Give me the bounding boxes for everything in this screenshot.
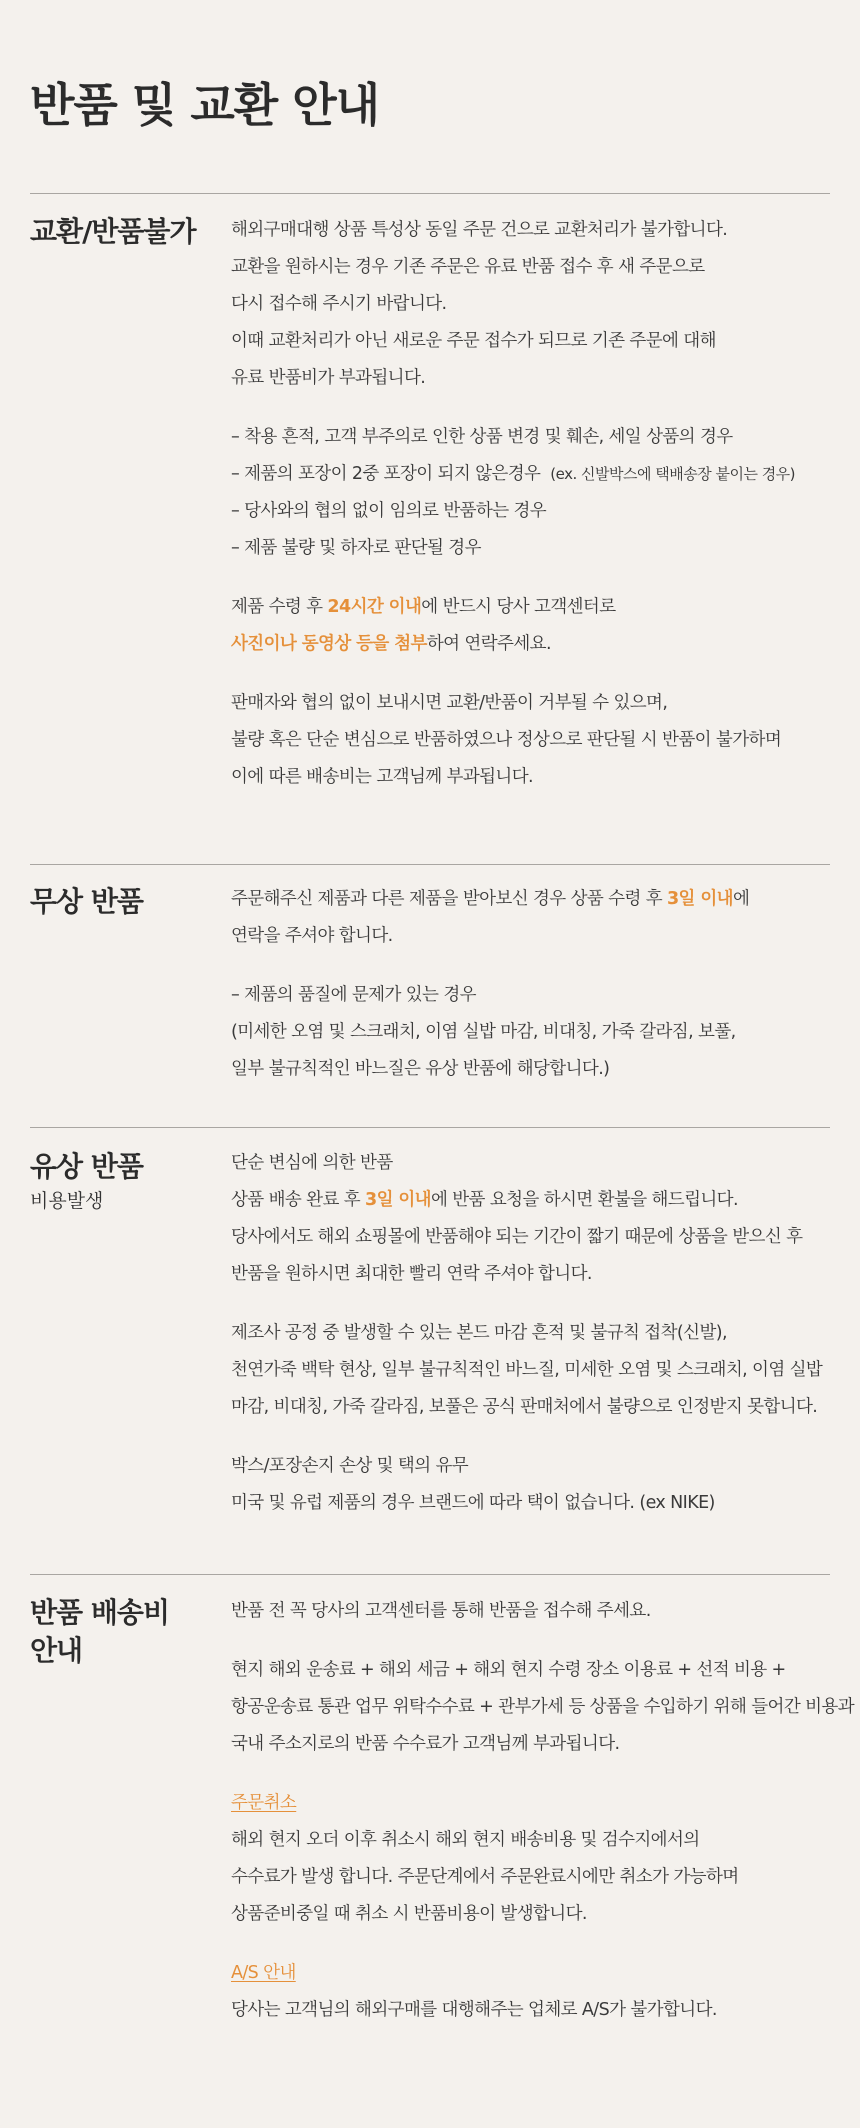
text-line: 항공운송료 통관 업무 위탁수수료 + 관부가세 등 상품을 수입하기 위해 들어간 비용과 xyxy=(231,1697,855,1717)
text-line: 교환을 원하시는 경우 기존 주문은 유료 반품 접수 후 새 주문으로 xyxy=(231,257,705,277)
exchange-policy-paragraph xyxy=(231,212,846,397)
text-line: 당사에서도 해외 쇼핑몰에 반품해야 되는 기간이 짧기 때문에 상품을 받으신 후 xyxy=(231,1227,803,1247)
text-line: 이때 교환처리가 아닌 새로운 주문 접수가 되므로 기존 주문에 대해 xyxy=(231,331,716,351)
text-line: 미국 및 유럽 제품의 경우 브랜드에 따라 택이 없습니다. (ex NIKE) xyxy=(231,1493,715,1513)
order-cancel-block xyxy=(231,1785,846,1933)
order-cancel-heading: 주문취소 xyxy=(231,1793,297,1813)
section-body-return-shipping xyxy=(231,1593,855,2051)
text-line: 수수료가 발생 합니다. 주문단계에서 주문완료시에만 취소가 가능하며 xyxy=(231,1867,739,1887)
text-line: 연락을 주셔야 합니다. xyxy=(231,926,393,946)
section-divider xyxy=(30,1574,830,1575)
packaging-note: (ex. 신발박스에 택배송장 붙이는 경우) xyxy=(550,465,796,483)
list-item: (미세한 오염 및 스크래치, 이염 실밥 마감, 비대칭, 가죽 갈라짐, 보풀, xyxy=(231,1022,736,1042)
highlight-attach-media: 사진이나 동영상 등을 첨부 xyxy=(231,634,427,654)
section-body-free-return xyxy=(231,881,846,1110)
paid-return-intro xyxy=(231,1145,846,1293)
text-line: 반품을 원하시면 최대한 빨리 연락 주셔야 합니다. xyxy=(231,1264,592,1284)
section-title-return-shipping xyxy=(30,1594,210,1670)
section-body-paid-return xyxy=(231,1145,846,1544)
text-line: 해외구매대행 상품 특성상 동일 주문 건으로 교환처리가 불가합니다. xyxy=(231,220,728,240)
text-line: 단순 변심에 의한 반품 xyxy=(231,1153,393,1173)
return-shipping-intro xyxy=(231,1593,846,1630)
no-return-conditions-list xyxy=(231,419,846,567)
list-item: – 당사와의 협의 없이 임의로 반품하는 경우 xyxy=(231,501,547,521)
section-subtitle: 비용발생 xyxy=(30,1190,104,1212)
section-divider xyxy=(30,193,830,194)
text-line: 박스/포장손지 손상 및 택의 유무 xyxy=(231,1456,469,1476)
text-line xyxy=(231,626,846,663)
text-line: 마감, 비대칭, 가죽 갈라짐, 보풀은 공식 판매처에서 불량으로 인정받지 못합니다. xyxy=(231,1397,818,1417)
text-line: 이에 따른 배송비는 고객님께 부과됩니다. xyxy=(231,767,533,787)
text-fragment: 상품 배송 완료 후 xyxy=(231,1190,365,1210)
text-line: 판매자와 협의 없이 보내시면 교환/반품이 거부될 수 있으며, xyxy=(231,693,668,713)
section-title-no-exchange: 교환/반품불가 xyxy=(30,215,196,248)
text-fragment: 에 반드시 당사 고객센터로 xyxy=(421,597,616,617)
text-fragment: 에 xyxy=(732,889,750,909)
text-line xyxy=(231,881,846,918)
text-line: 반품 전 꼭 당사의 고객센터를 통해 반품을 접수해 주세요. xyxy=(231,1601,651,1621)
list-item: – 제품 불량 및 하자로 판단될 경우 xyxy=(231,538,481,558)
refusal-notice xyxy=(231,685,846,796)
text-fragment: 에 반품 요청을 하시면 환불을 해드립니다. xyxy=(430,1190,738,1210)
text-line: 해외 현지 오더 이후 취소시 해외 현지 배송비용 및 검수지에서의 xyxy=(231,1830,700,1850)
page-title: 반품 및 교환 안내 xyxy=(30,78,380,132)
text-line: 국내 주소지로의 반품 수수료가 고객님께 부과됩니다. xyxy=(231,1734,620,1754)
section-divider xyxy=(30,864,830,865)
section-title-paid-return xyxy=(30,1148,210,1216)
section-divider xyxy=(30,1127,830,1128)
highlight-24h: 24시간 이내 xyxy=(327,597,422,617)
as-block xyxy=(231,1955,846,2029)
text-fragment: 하여 연락주세요. xyxy=(426,634,551,654)
as-heading: A/S 안내 xyxy=(231,1963,296,1983)
text-line: 현지 해외 운송료 + 해외 세금 + 해외 현지 수령 장소 이용료 + 선적 비용 + xyxy=(231,1660,786,1680)
text-fragment: 주문해주신 제품과 다른 제품을 받아보신 경우 상품 수령 후 xyxy=(231,889,667,909)
text-line: 유료 반품비가 부과됩니다. xyxy=(231,368,426,388)
section-body-no-exchange xyxy=(231,212,846,818)
quality-issue-list xyxy=(231,977,846,1088)
free-return-intro xyxy=(231,881,846,955)
list-item xyxy=(231,456,846,493)
text-line: 상품준비중일 때 취소 시 반품비용이 발생합니다. xyxy=(231,1904,587,1924)
section-title-line: 반품 배송비 xyxy=(30,1596,169,1629)
list-item: – 제품의 품질에 문제가 있는 경우 xyxy=(231,985,476,1005)
text-line: 불량 혹은 단순 변심으로 반품하였으나 정상으로 판단될 시 반품이 불가하며 xyxy=(231,730,782,750)
text-line: 다시 접수해 주시기 바랍니다. xyxy=(231,294,447,314)
tag-notice xyxy=(231,1448,846,1522)
defect-notice xyxy=(231,1315,846,1426)
text-line: 당사는 고객님의 해외구매를 대행해주는 업체로 A/S가 불가합니다. xyxy=(231,2000,717,2020)
text-fragment: 제품 수령 후 xyxy=(231,597,328,617)
list-item-text: – 제품의 포장이 2중 포장이 되지 않은경우 xyxy=(231,464,541,484)
text-line xyxy=(231,1182,846,1219)
list-item: – 착용 흔적, 고객 부주의로 인한 상품 변경 및 훼손, 세일 상품의 경우 xyxy=(231,427,733,447)
fee-breakdown xyxy=(231,1652,855,1763)
section-title-line: 안내 xyxy=(30,1634,83,1667)
text-line: 천연가죽 백탁 현상, 일부 불규칙적인 바느질, 미세한 오염 및 스크래치, 이염 실밥 xyxy=(231,1360,823,1380)
list-item: 일부 불규칙적인 바느질은 유상 반품에 해당합니다.) xyxy=(231,1059,610,1079)
text-line xyxy=(231,589,846,626)
section-title-text: 유상 반품 xyxy=(30,1150,143,1183)
text-line: 제조사 공정 중 발생할 수 있는 본드 마감 흔적 및 불규칙 접착(신발), xyxy=(231,1323,727,1343)
contact-instruction xyxy=(231,589,846,663)
section-title-free-return: 무상 반품 xyxy=(30,885,143,918)
highlight-3days: 3일 이내 xyxy=(365,1190,431,1210)
highlight-3days: 3일 이내 xyxy=(666,889,733,909)
